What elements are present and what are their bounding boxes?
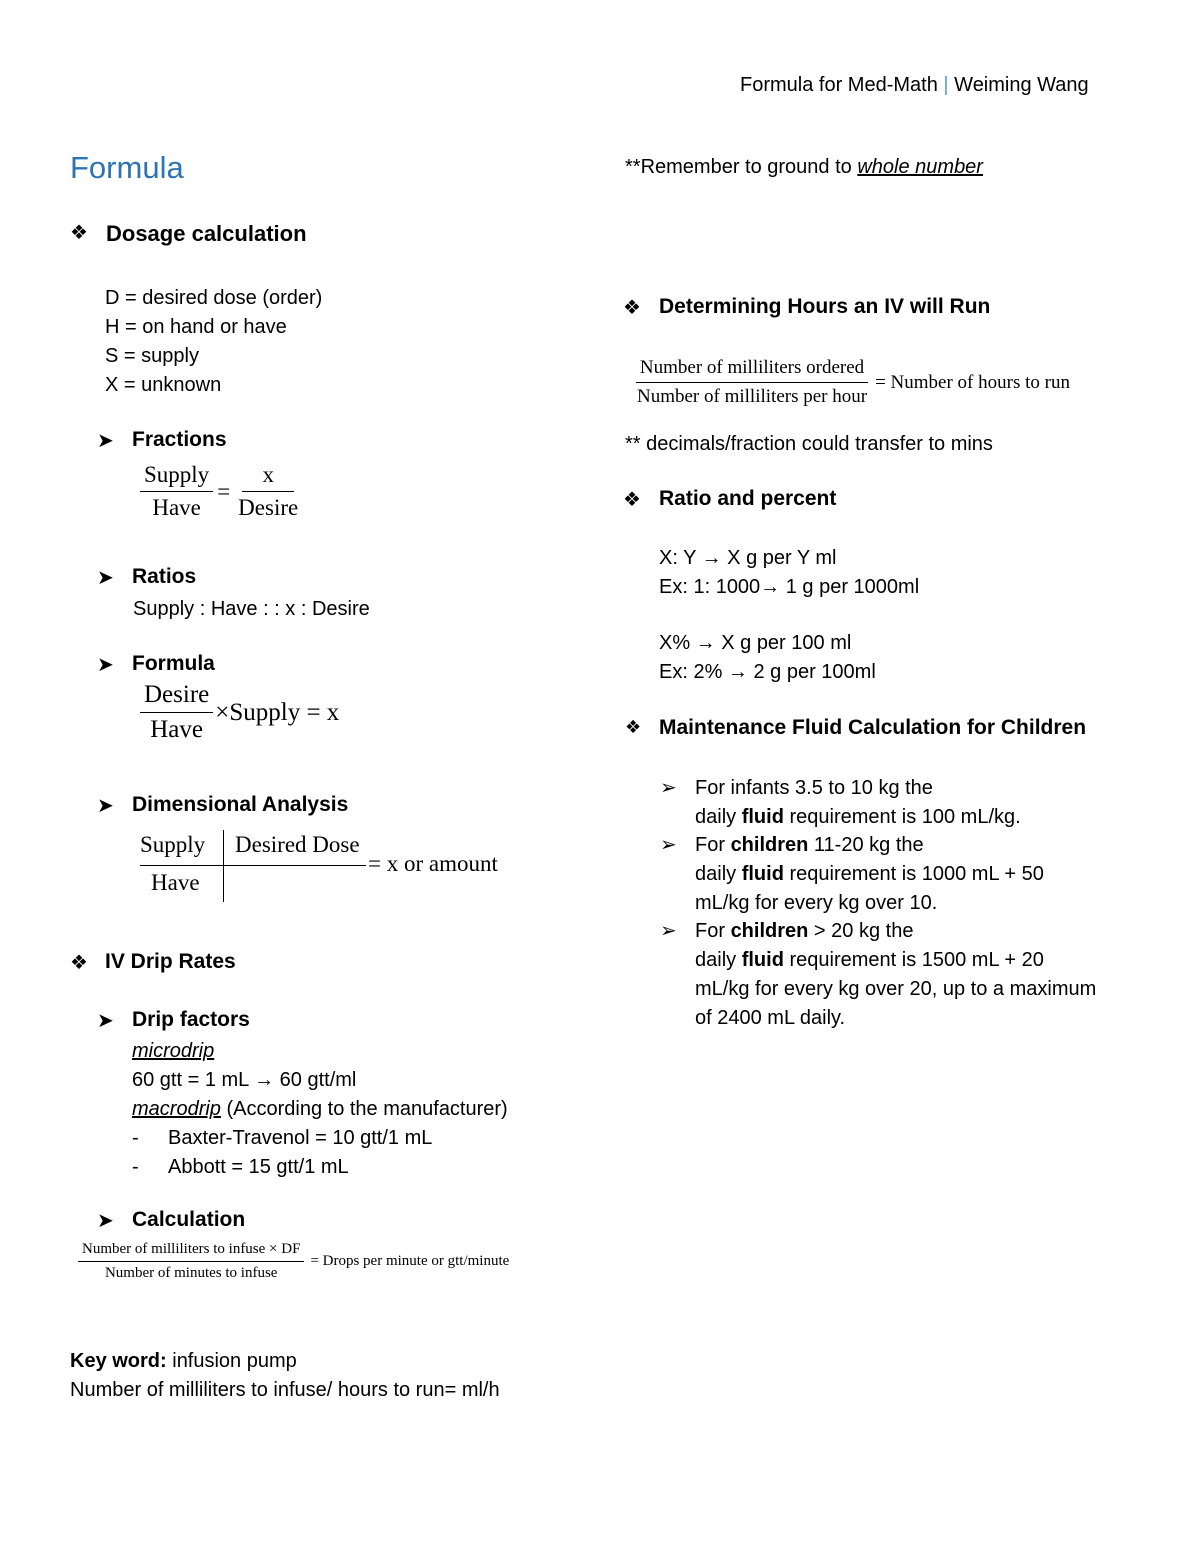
formula-heading: Formula <box>132 652 215 675</box>
hours-denominator: Number of milliliters per hour <box>637 386 868 407</box>
calc-denominator: Number of minutes to infuse <box>104 1265 278 1281</box>
macrodrip-note: (According to the manufacturer) <box>220 1098 508 1120</box>
hours-heading: Determining Hours an IV will Run <box>659 295 991 318</box>
ratio-line-1: X: Y → X g per Y ml <box>659 547 837 569</box>
dim-desired: Desired Dose <box>235 832 360 857</box>
ratio-line-2: Ex: 1: 1000→ 1 g per 1000ml <box>659 576 920 598</box>
dimensional-diagram <box>140 830 530 905</box>
dim-hline <box>140 865 366 866</box>
diamond-bullet-icon: ❖ <box>70 222 88 244</box>
keyword-label: Key word: <box>70 1350 167 1372</box>
page-header <box>740 71 1089 100</box>
ratio-body <box>659 544 919 687</box>
microdrip-text: 60 gtt = 1 mL → 60 gtt/ml <box>132 1069 357 1091</box>
calculation-heading: Calculation <box>132 1208 246 1231</box>
fraction-x: x <box>242 462 294 492</box>
fraction-have: Have <box>152 495 201 520</box>
fraction-desire: Desire <box>238 495 299 520</box>
def-d: D = desired dose (order) <box>105 287 323 309</box>
arrow-bullet-icon: ➤ <box>97 654 114 676</box>
drip-factors-body: microdrip 60 gtt = 1 mL → 60 gtt/ml macrodrip (According to the manufacturer) - Baxter-Travenol = 10 gtt/1 mL - Abbott = 15 gtt/1 mL <box>132 1040 508 1178</box>
def-s: S = supply <box>105 345 199 367</box>
fractions-equation: $\frac{\text{Supply}}{\text{Have}}$ = $\frac{x}{\text{Desire}}$ <box>140 462 302 521</box>
reminder <box>625 153 983 182</box>
header-separator: | <box>943 74 949 96</box>
section-title: Formula <box>70 150 184 185</box>
header-author: Weiming Wang <box>954 74 1089 96</box>
arrow-bullet-icon: ➢ <box>660 834 677 856</box>
calc-numerator: Number of milliliters to infuse × DF <box>78 1241 304 1262</box>
dim-supply: Supply <box>140 832 206 857</box>
formula-desire: Desire <box>140 681 213 713</box>
arrow-bullet-icon: ➤ <box>97 1210 114 1232</box>
drip-heading: Drip factors <box>132 1008 250 1031</box>
dim-result: = x or amount <box>368 851 498 876</box>
arrow-bullet-icon: ➤ <box>97 567 114 589</box>
hours-result: = Number of hours to run <box>875 371 1070 393</box>
arrow-bullet-icon: ➤ <box>97 795 114 817</box>
calc-result: = Drops per minute or gtt/minute <box>310 1253 510 1269</box>
calculation-equation <box>78 1241 509 1282</box>
diamond-bullet-icon: ❖ <box>623 297 641 319</box>
diamond-bullet-icon: ❖ <box>625 717 642 737</box>
drip-item-baxter: Baxter-Travenol = 10 gtt/1 mL <box>168 1127 433 1149</box>
diamond-bullet-icon: ❖ <box>623 489 641 511</box>
dimensional-heading: Dimensional Analysis <box>132 793 349 816</box>
hours-equation <box>633 357 1070 408</box>
dim-have: Have <box>151 870 200 895</box>
def-h: H = on hand or have <box>105 316 287 338</box>
fractions-heading: Fractions <box>132 428 227 451</box>
hours-numerator: Number of milliliters ordered <box>636 357 868 383</box>
keyword-block <box>70 1347 500 1405</box>
macrodrip-label: macrodrip <box>132 1098 221 1120</box>
maintenance-item-children-11-20: For children 11-20 kg the daily fluid requirement is 1000 mL + 50 mL/kg for every kg over 10. <box>695 834 1044 914</box>
reminder-text: **Remember to ground to <box>625 156 858 178</box>
arrow-bullet-icon: ➢ <box>660 777 677 799</box>
reminder-emphasis: whole number <box>857 156 983 178</box>
ratios-text: Supply : Have : : x : Desire <box>133 598 370 620</box>
microdrip-label: microdrip <box>132 1040 215 1062</box>
diamond-bullet-icon: ❖ <box>70 952 88 974</box>
maintenance-heading: Maintenance Fluid Calculation for Children <box>659 716 1087 739</box>
formula-equation <box>140 681 339 744</box>
maintenance-item-children-over-20: For children > 20 kg the daily fluid requirement is 1500 mL + 20 mL/kg for every kg over 20, up to a maximum of 2400 mL daily. <box>695 920 1097 1029</box>
drip-item-abbott: Abbott = 15 gtt/1 mL <box>168 1156 349 1178</box>
fraction-supply: Supply <box>140 462 213 492</box>
hours-note: ** decimals/fraction could transfer to mins <box>625 433 993 455</box>
formula-have: Have <box>150 716 203 743</box>
iv-heading: IV Drip Rates <box>105 950 236 973</box>
maintenance-item-infants: For infants 3.5 to 10 kg the daily fluid requirement is 100 mL/kg. <box>695 777 1021 828</box>
formula-rest: ×Supply = x <box>215 698 340 726</box>
ratio-heading: Ratio and percent <box>659 487 837 510</box>
dosage-heading: Dosage calculation <box>106 221 307 246</box>
dim-vline <box>223 830 224 902</box>
ratios-heading: Ratios <box>132 565 197 588</box>
def-x: X = unknown <box>105 374 222 396</box>
arrow-bullet-icon: ➤ <box>97 1010 114 1032</box>
keyword-formula: Number of milliliters to infuse/ hours to run= ml/h <box>70 1379 500 1401</box>
keyword-value: infusion pump <box>166 1350 297 1372</box>
ratio-line-4: Ex: 2% → 2 g per 100ml <box>659 661 876 683</box>
dosage-definitions <box>105 284 322 400</box>
arrow-bullet-icon: ➢ <box>660 920 677 942</box>
arrow-bullet-icon: ➤ <box>97 430 114 452</box>
ratio-line-3: X% → X g per 100 ml <box>659 632 852 654</box>
header-title: Formula for Med-Math <box>740 74 938 96</box>
